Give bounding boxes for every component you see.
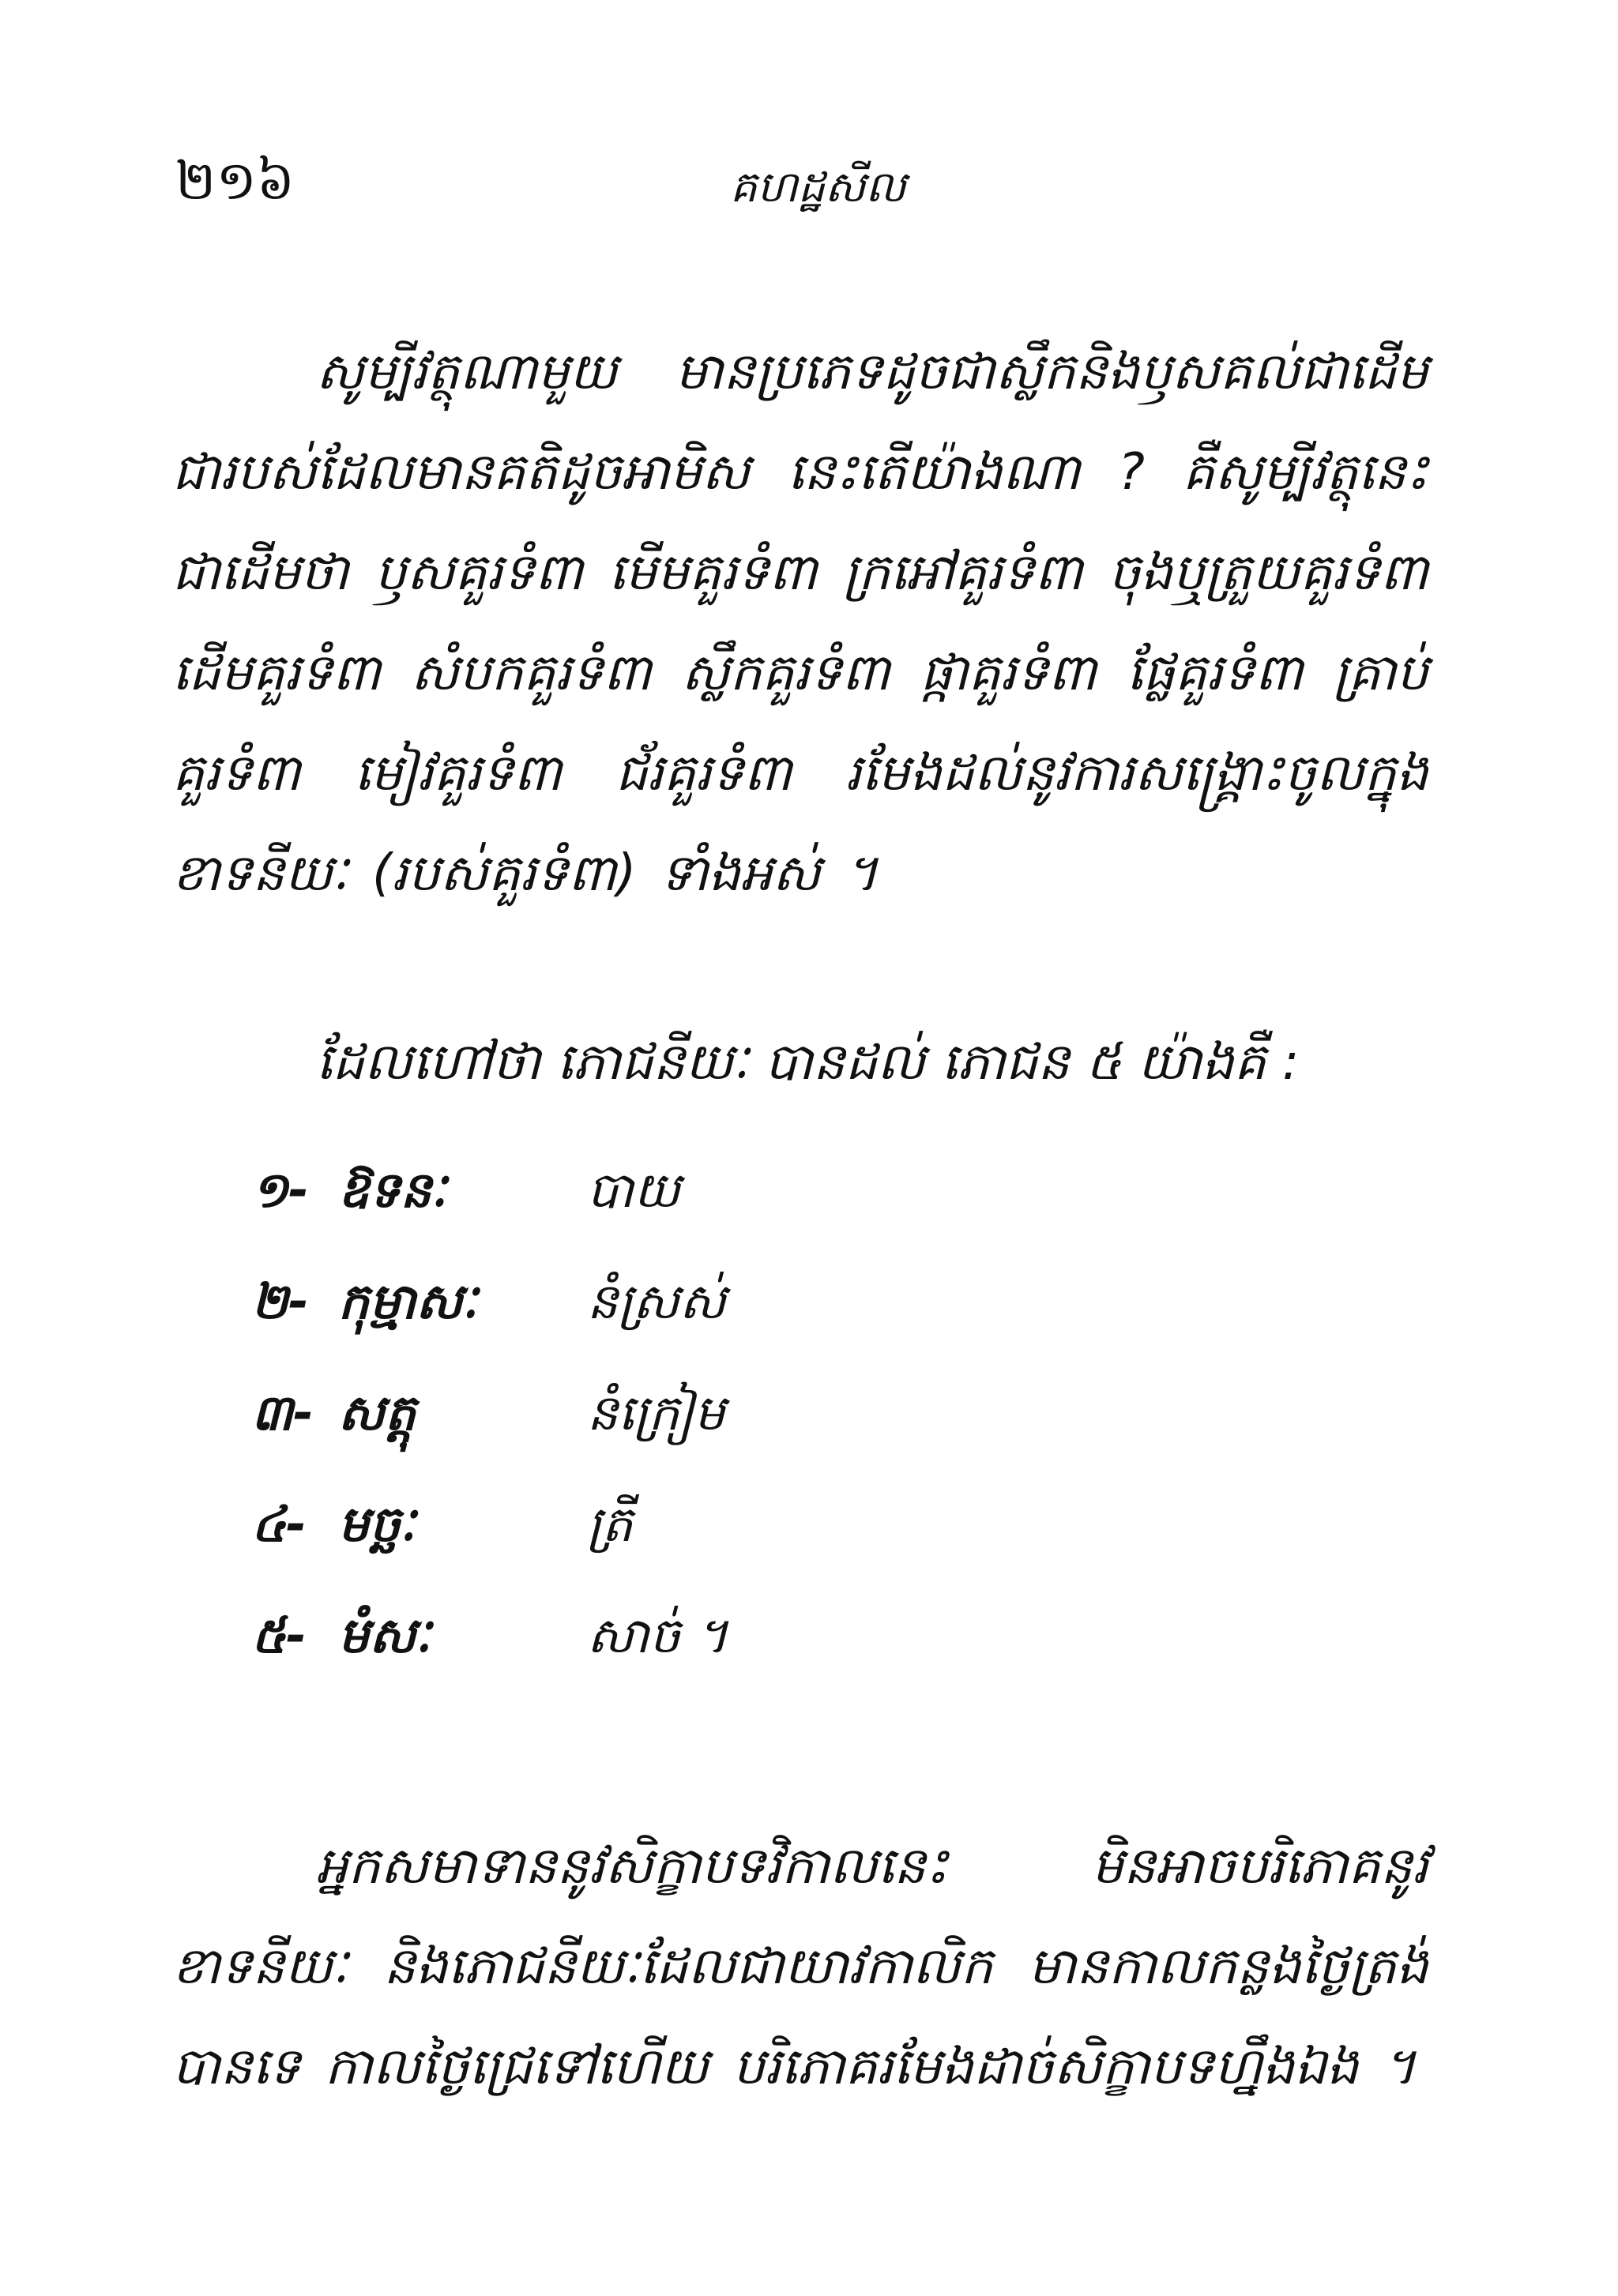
list-item-pali-term: មំសៈ [338, 1606, 431, 1664]
list-item-number: ២- [251, 1272, 309, 1330]
list-item-pali-term: សត្តុ [338, 1384, 416, 1441]
page-number: ២១៦ [175, 150, 295, 212]
paragraph-1: សូម្បីវត្ថុណាមួយ មានប្រភេទដូចជាស្លឹកនិងឫសគល់ជាដើម ជារបស់ដែលមានគតិដូចអាមិស នេះតើយ៉ាងណា ? គឺសូម្បីវត្ថុនេះជាដើមថា ឫសគួរទំពា មើមគួរទំពា ក្រអៅគួរទំពា ចុងឬត្រួយគួរទំពា ដើមគួរទំពា សំបកគួរទំពា ស្លឹកគួរទំពា ផ្កាគួរទំពា ផ្លែគួរទំពា គ្រាប់គួរទំពា មៀវគួរទំពា ជ័រគួរទំពា រមែងដល់នូវការសង្គ្រោះចូលក្នុងខាទនីយៈ (របស់គួរទំពា) ទាំងអស់ ។ [172, 343, 1428, 903]
running-title: គហដ្ឋសីល [730, 162, 906, 212]
list-item-number: ៤- [251, 1495, 307, 1553]
list-item-pali-term: មច្ឆៈ [338, 1495, 416, 1553]
food-list [251, 1159, 1199, 1716]
list-item [251, 1159, 1199, 1271]
list-item-khmer-meaning: នំក្រៀម [587, 1384, 725, 1441]
list-item-khmer-meaning: សាច់ ។ [587, 1606, 728, 1664]
list-item-khmer-meaning: នំស្រស់ [587, 1272, 726, 1330]
list-item-number: ១- [251, 1161, 309, 1219]
list-item [251, 1494, 1199, 1605]
list-item [251, 1271, 1199, 1382]
list-item-khmer-meaning: បាយ [587, 1161, 681, 1219]
list-item-khmer-meaning: ត្រី [587, 1495, 633, 1553]
list-item [251, 1605, 1199, 1716]
paragraph-2: អ្នកសមាទាននូវសិក្ខាបទវិកាលនេះ មិនអាចបរិភោគនូវខាទនីយៈ និងភោជនីយៈដែលជាយាវកាលិក មានកាលកន្លងថ្ងៃត្រង់បានទេ កាលថ្ងៃជ្រេទៅហើយ បរិភោគរមែងដាច់សិក្ខាបទហ្នឹងឯង ។ [172, 1837, 1428, 2096]
list-item-pali-term: ឱទនៈ [338, 1161, 446, 1219]
list-item-pali-term: កុម្មាសៈ [338, 1272, 478, 1330]
list-item-number: ៥- [251, 1606, 307, 1664]
list-intro: ដែលហៅថា ភោជនីយៈ បានដល់ ភោជន ៥ យ៉ាងគឺ : [316, 1033, 1300, 1092]
list-item-number: ៣- [251, 1384, 314, 1441]
list-item [251, 1382, 1199, 1494]
